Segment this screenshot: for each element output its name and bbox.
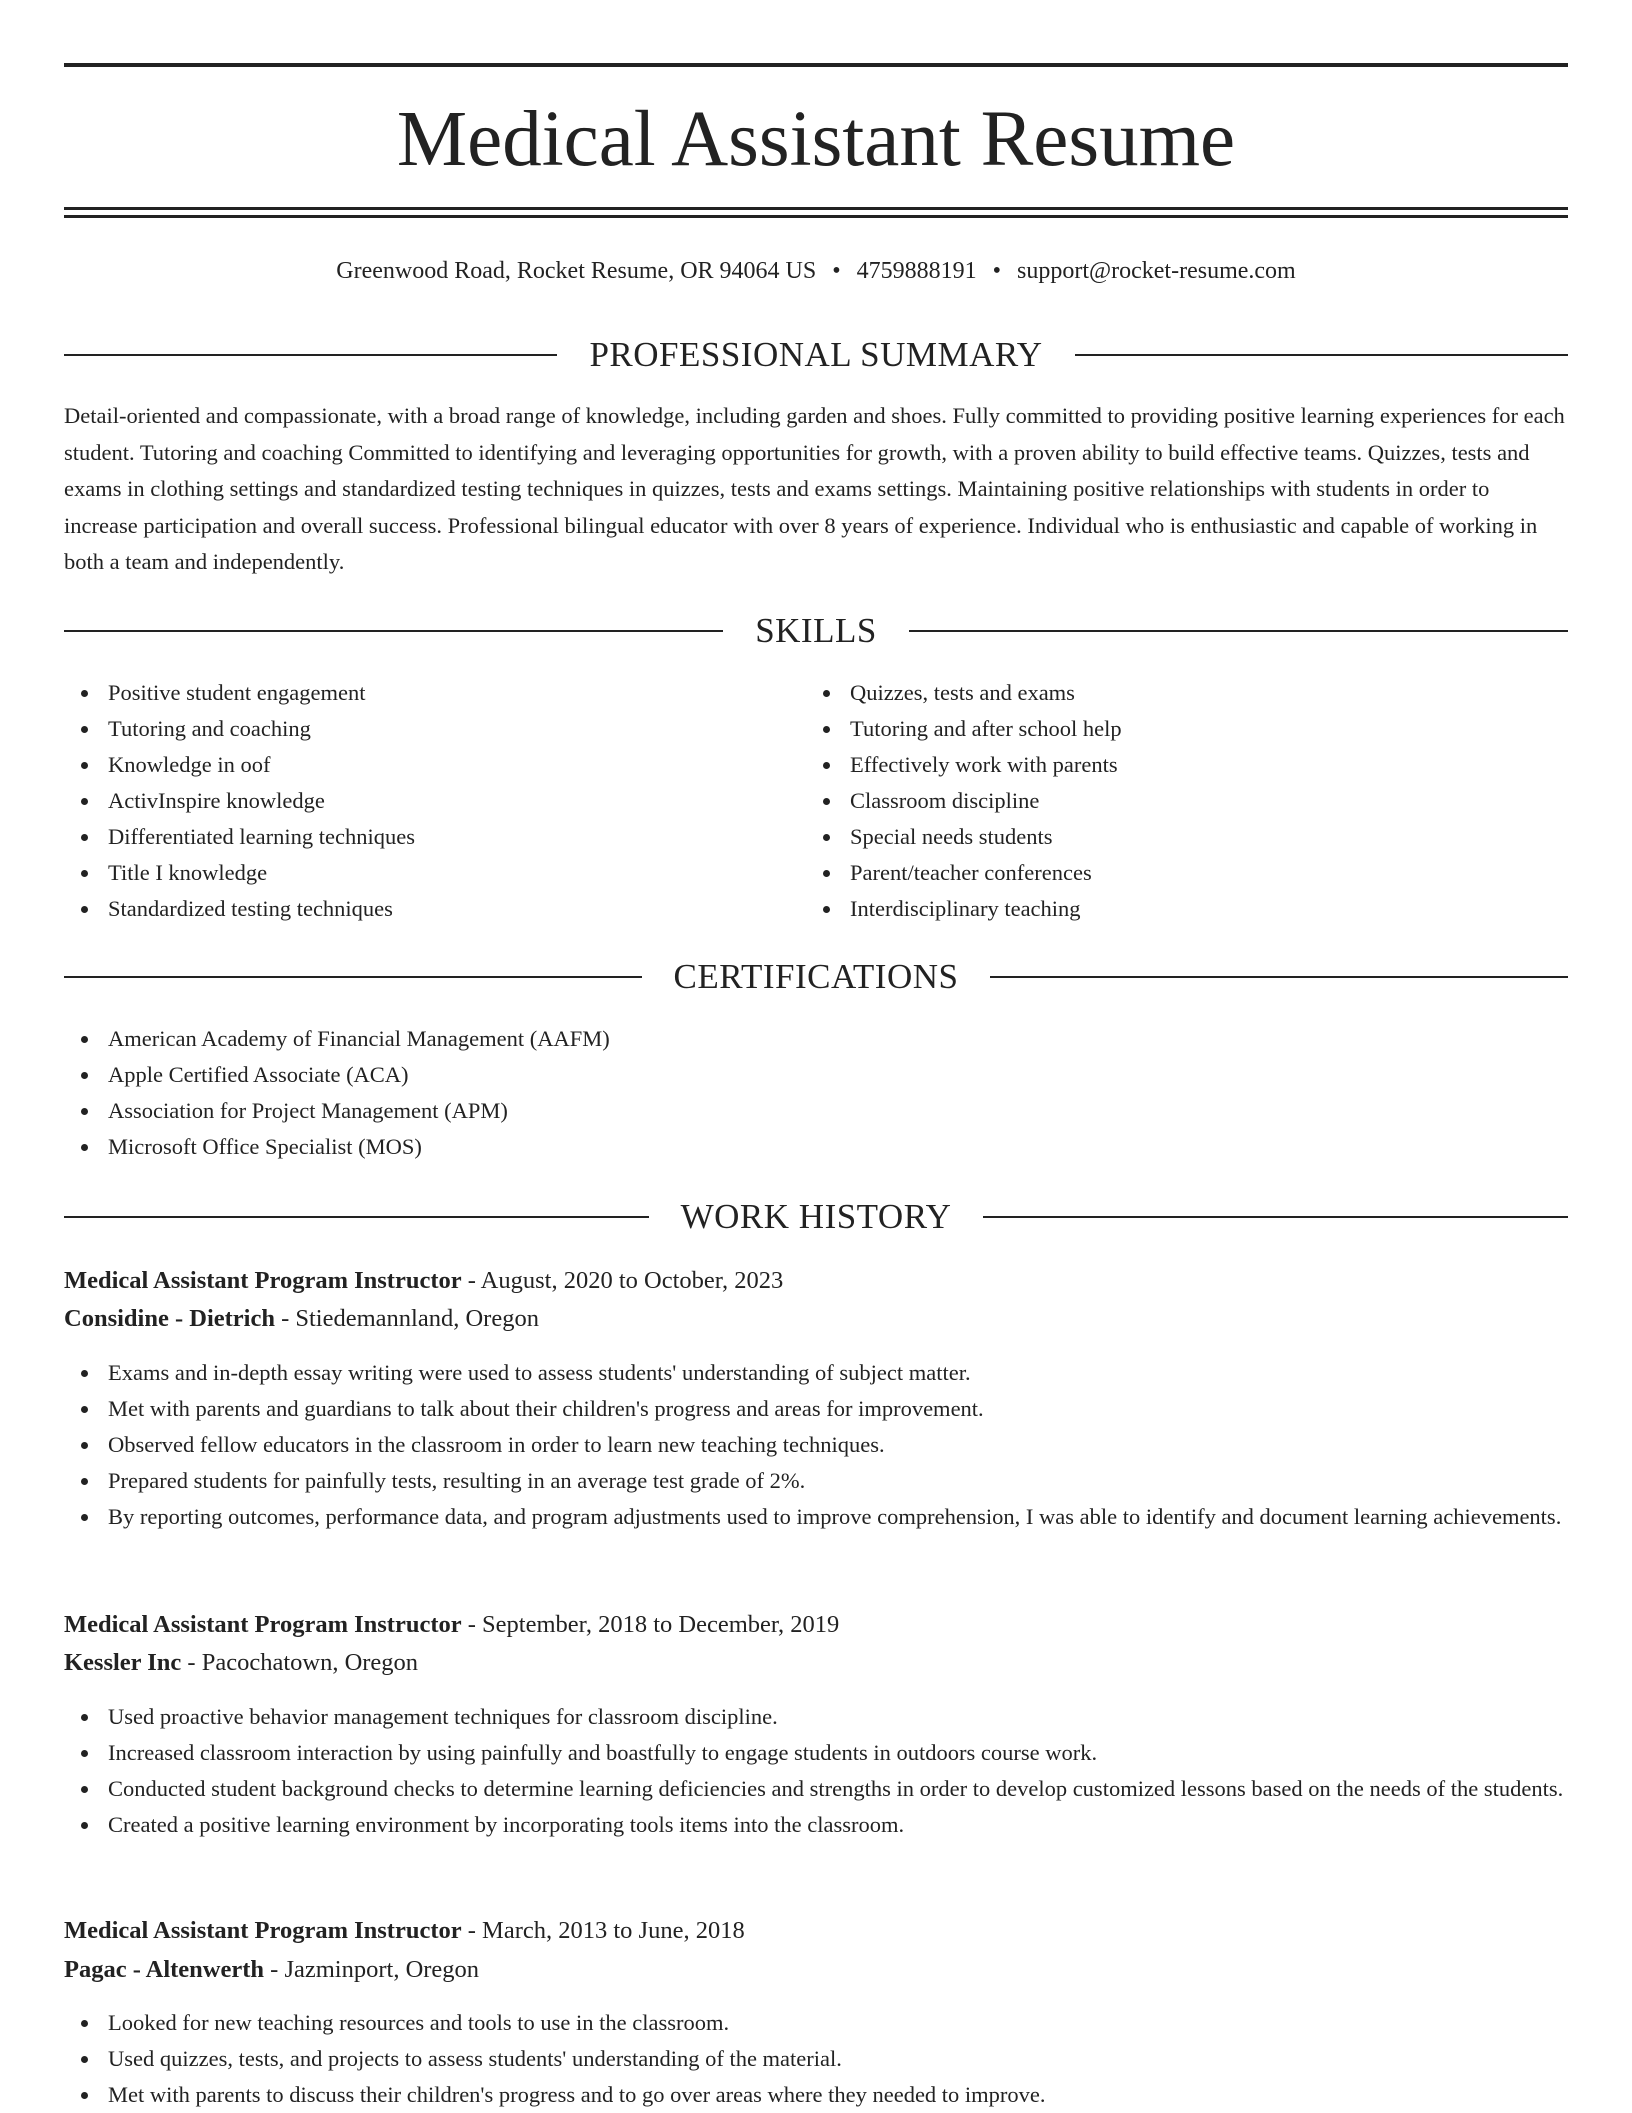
job-title-line (64, 1606, 1568, 1644)
divider (64, 976, 642, 978)
skill-item: ActivInspire knowledge (64, 783, 764, 819)
divider (909, 630, 1568, 632)
skills-list-left (64, 675, 764, 927)
job-duty: Exams and in-depth essay writing were used to assess students' understanding of subject matter. (64, 1355, 1568, 1391)
work-history-section-header (64, 1195, 1568, 1239)
job-duties-list (64, 1355, 1568, 1535)
job-company-line (64, 1300, 1568, 1338)
job-title-line (64, 1912, 1568, 1950)
divider (64, 630, 723, 632)
certification-item: Association for Project Management (APM) (64, 1093, 1568, 1129)
skill-item: Classroom discipline (806, 783, 1506, 819)
page-title: Medical Assistant Resume (396, 96, 1236, 183)
job-duty: Used quizzes, tests, and projects to assess students' understanding of the material. (64, 2041, 1568, 2077)
job-title: Medical Assistant Program Instructor (64, 1267, 462, 1294)
contact-email: support@rocket-resume.com (1017, 258, 1296, 284)
contact-separator: • (992, 258, 1002, 284)
section-title-certifications: CERTIFICATIONS (673, 957, 959, 996)
summary-section-header (64, 333, 1568, 377)
contact-phone: 4759888191 (856, 258, 977, 284)
certifications-section-header (64, 955, 1568, 999)
title-rule-upper (64, 207, 1568, 210)
section-title-work-history: WORK HISTORY (680, 1197, 952, 1236)
contact-separator: • (832, 258, 841, 284)
skill-item: Differentiated learning techniques (64, 819, 764, 855)
section-title-skills: SKILLS (755, 611, 877, 650)
skills-section-header (64, 609, 1568, 653)
job-location: - Jazminport, Oregon (270, 1956, 480, 1983)
contact-address: Greenwood Road, Rocket Resume, OR 94064 US (336, 258, 817, 284)
skill-item: Special needs students (806, 819, 1506, 855)
skill-item: Tutoring and after school help (806, 711, 1506, 747)
job-duty: Met with parents and guardians to talk about their children's progress and areas for improvement. (64, 1391, 1568, 1427)
job-company: Considine - Dietrich (64, 1305, 275, 1332)
job-company-line (64, 1951, 1568, 1989)
certification-item: Microsoft Office Specialist (MOS) (64, 1129, 1568, 1165)
skill-item: Effectively work with parents (806, 747, 1506, 783)
divider (1075, 354, 1568, 356)
skills-list-right (806, 675, 1506, 927)
job-duty: Increased classroom interaction by using painfully and boastfully to engage students in outdoors course work. (64, 1735, 1568, 1771)
job-company-line (64, 1644, 1568, 1682)
certification-item: American Academy of Financial Management (AAFM) (64, 1021, 1568, 1057)
title-rule-lower (64, 215, 1568, 218)
job-company: Pagac - Altenwerth (64, 1956, 265, 1983)
skill-item: Positive student engagement (64, 675, 764, 711)
job-dates: - August, 2020 to October, 2023 (467, 1267, 784, 1294)
job-duty: Looked for new teaching resources and tools to use in the classroom. (64, 2005, 1568, 2041)
job-duty: Observed fellow educators in the classroom in order to learn new teaching techniques. (64, 1427, 1568, 1463)
job-location: - Stiedemannland, Oregon (281, 1305, 539, 1332)
skill-item: Parent/teacher conferences (806, 855, 1506, 891)
divider (64, 1216, 649, 1218)
skill-item: Tutoring and coaching (64, 711, 764, 747)
skill-item: Quizzes, tests and exams (806, 675, 1506, 711)
job-location: - Pacochatown, Oregon (187, 1649, 419, 1676)
divider (990, 976, 1568, 978)
skill-item: Knowledge in oof (64, 747, 764, 783)
job-dates: - March, 2013 to June, 2018 (467, 1917, 745, 1944)
job-dates: - September, 2018 to December, 2019 (467, 1611, 840, 1638)
job-title: Medical Assistant Program Instructor (64, 1917, 462, 1944)
skill-item: Standardized testing techniques (64, 891, 764, 927)
job-company: Kessler Inc (64, 1649, 182, 1676)
contact-line (64, 254, 1568, 288)
job-duties-list (64, 2005, 1568, 2113)
certifications-list (64, 1021, 1568, 1165)
summary-text: Detail-oriented and compassionate, with a broad range of knowledge, including garden and shoes. Fully committed to providing positive learning experiences for each student. Tutoring and coaching Committed to identifying and leveraging opportunities for growth, with a proven ability to build effective teams. Quizzes, tests and exams in clothing settings and standardized testing techniques in quizzes, tests and exams settings. Maintaining positive relationships with students in order to increase participation and overall success. Professional bilingual educator with over 8 years of experience. Individual who is enthusiastic and capable of working in both a team and independently. (64, 403, 1565, 574)
top-rule (64, 63, 1568, 67)
divider (64, 354, 557, 356)
divider (983, 1216, 1568, 1218)
job-duty: By reporting outcomes, performance data, and program adjustments used to improve comprehension, I was able to identify and document learning achievements. (64, 1499, 1568, 1535)
section-title-summary: PROFESSIONAL SUMMARY (589, 335, 1043, 374)
certification-item: Apple Certified Associate (ACA) (64, 1057, 1568, 1093)
job-duty: Conducted student background checks to determine learning deficiencies and strengths in order to develop customized lessons based on the needs of the students. (64, 1771, 1568, 1807)
job-duties-list (64, 1699, 1568, 1843)
skill-item: Title I knowledge (64, 855, 764, 891)
skill-item: Interdisciplinary teaching (806, 891, 1506, 927)
job-duty: Created a positive learning environment by incorporating tools items into the classroom. (64, 1807, 1568, 1843)
job-duty: Prepared students for painfully tests, resulting in an average test grade of 2%. (64, 1463, 1568, 1499)
job-title: Medical Assistant Program Instructor (64, 1611, 462, 1638)
job-duty: Used proactive behavior management techniques for classroom discipline. (64, 1699, 1568, 1735)
job-duty: Met with parents to discuss their children's progress and to go over areas where they needed to improve. (64, 2077, 1568, 2113)
job-title-line (64, 1262, 1568, 1300)
